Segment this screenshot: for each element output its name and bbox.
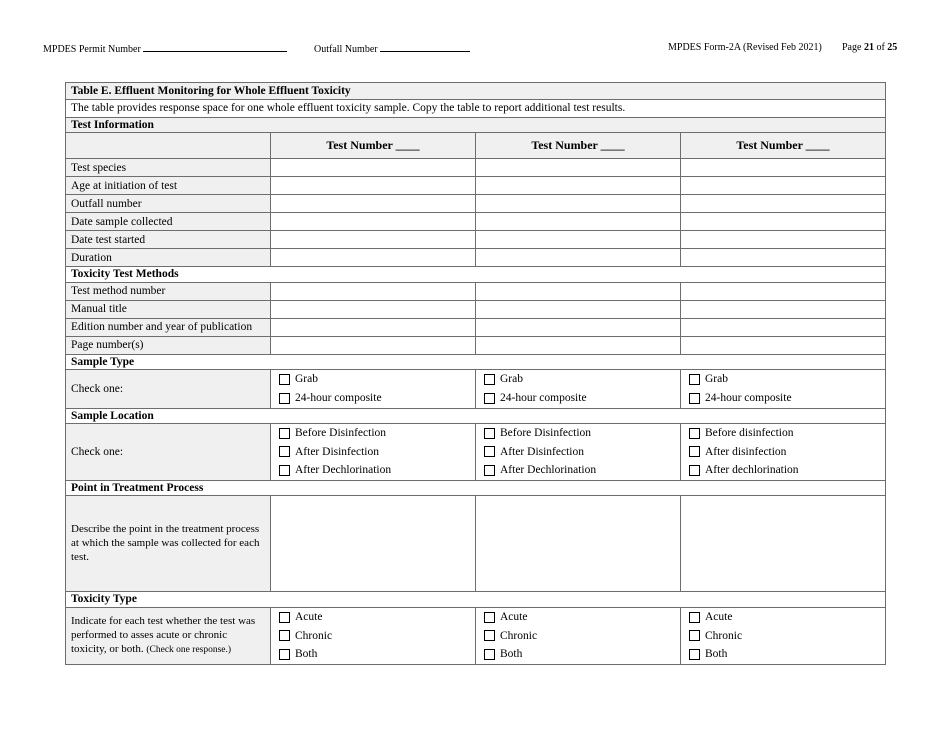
toxicity-label-note: (Check one response.) xyxy=(146,644,232,655)
input-cell[interactable] xyxy=(476,177,681,195)
checkbox-option[interactable]: Acute xyxy=(686,608,880,627)
checkbox-option[interactable]: Grab xyxy=(276,370,470,389)
checkbox-option[interactable]: Before Disinfection xyxy=(481,424,675,443)
checkbox-option[interactable]: 24-hour composite xyxy=(481,389,675,408)
checkbox[interactable] xyxy=(689,446,700,457)
input-cell[interactable] xyxy=(476,195,681,213)
input-cell[interactable] xyxy=(271,318,476,336)
toxicity-options-2 xyxy=(476,607,681,664)
sample-location-heading: Sample Location xyxy=(66,408,886,423)
checkbox-option[interactable]: Chronic xyxy=(481,626,675,645)
input-cell[interactable] xyxy=(476,159,681,177)
checkbox[interactable] xyxy=(484,428,495,439)
test-number-header-1[interactable]: Test Number ____ xyxy=(271,133,476,159)
row-label: Page number(s) xyxy=(66,336,271,354)
input-cell[interactable] xyxy=(681,195,886,213)
input-cell[interactable] xyxy=(271,336,476,354)
row-label: Test method number xyxy=(66,282,271,300)
checkbox[interactable] xyxy=(484,649,495,660)
checkbox[interactable] xyxy=(484,612,495,623)
checkbox[interactable] xyxy=(279,630,290,641)
treatment-input-1[interactable] xyxy=(271,496,476,592)
checkbox-option[interactable]: Acute xyxy=(481,608,675,627)
input-cell[interactable] xyxy=(476,282,681,300)
page-indicator: Page 21 of 25 xyxy=(842,42,898,53)
checkbox-option[interactable]: 24-hour composite xyxy=(686,389,880,408)
treatment-heading: Point in Treatment Process xyxy=(66,480,886,495)
checkbox-option[interactable]: After Disinfection xyxy=(276,443,470,462)
permit-number-field[interactable] xyxy=(43,42,287,55)
checkbox-option[interactable]: Before Disinfection xyxy=(276,424,470,443)
checkbox[interactable] xyxy=(279,649,290,660)
checkbox[interactable] xyxy=(689,393,700,404)
checkbox[interactable] xyxy=(689,612,700,623)
test-info-heading: Test Information xyxy=(66,118,886,133)
input-cell[interactable] xyxy=(271,282,476,300)
checkbox[interactable] xyxy=(689,630,700,641)
checkbox-option[interactable]: Grab xyxy=(481,370,675,389)
checkbox-option[interactable]: Chronic xyxy=(686,626,880,645)
checkbox[interactable] xyxy=(484,446,495,457)
toxicity-label: Indicate for each test whether the test was performed to asses acute or chronic toxicity, or both. xyxy=(71,615,256,655)
checkbox[interactable] xyxy=(484,630,495,641)
permit-number-blank[interactable] xyxy=(143,42,287,52)
checkbox[interactable] xyxy=(689,428,700,439)
sample-location-options-2 xyxy=(476,423,681,480)
input-cell[interactable] xyxy=(271,213,476,231)
toxicity-options-3 xyxy=(681,607,886,664)
checkbox-option[interactable]: After Dechlorination xyxy=(481,461,675,480)
row-label: Age at initiation of test xyxy=(66,177,271,195)
sample-type-options-1 xyxy=(271,370,476,408)
table-description: The table provides response space for one whole effluent toxicity sample. Copy the table to report additional test results. xyxy=(66,100,886,118)
input-cell[interactable] xyxy=(271,177,476,195)
input-cell[interactable] xyxy=(271,231,476,249)
checkbox[interactable] xyxy=(689,374,700,385)
checkbox-option[interactable]: Both xyxy=(686,645,880,664)
wet-monitoring-table xyxy=(65,82,886,665)
sample-type-label: Check one: xyxy=(66,370,271,408)
checkbox-option[interactable]: 24-hour composite xyxy=(276,389,470,408)
input-cell[interactable] xyxy=(681,231,886,249)
sample-location-options-1 xyxy=(271,423,476,480)
outfall-number-label: Outfall Number xyxy=(314,44,378,55)
test-number-header-3[interactable]: Test Number ____ xyxy=(681,133,886,159)
sample-location-options-3 xyxy=(681,423,886,480)
row-label: Edition number and year of publication xyxy=(66,318,271,336)
input-cell[interactable] xyxy=(681,282,886,300)
row-label: Date sample collected xyxy=(66,213,271,231)
checkbox-option[interactable]: Chronic xyxy=(276,626,470,645)
checkbox-option[interactable]: Acute xyxy=(276,608,470,627)
checkbox[interactable] xyxy=(484,465,495,476)
sample-location-label: Check one: xyxy=(66,423,271,480)
checkbox-option[interactable]: Both xyxy=(276,645,470,664)
form-label: MPDES Form-2A (Revised Feb 2021) xyxy=(668,42,822,53)
checkbox-option[interactable]: After dechlorination xyxy=(686,461,880,480)
toxicity-heading: Toxicity Type xyxy=(66,592,886,607)
checkbox[interactable] xyxy=(279,612,290,623)
checkbox[interactable] xyxy=(484,393,495,404)
checkbox-option[interactable]: Grab xyxy=(686,370,880,389)
checkbox[interactable] xyxy=(279,428,290,439)
sample-type-heading: Sample Type xyxy=(66,354,886,369)
checkbox[interactable] xyxy=(689,649,700,660)
methods-heading: Toxicity Test Methods xyxy=(66,267,886,282)
input-cell[interactable] xyxy=(476,336,681,354)
input-cell[interactable] xyxy=(476,231,681,249)
test-number-header-2[interactable]: Test Number ____ xyxy=(476,133,681,159)
input-cell[interactable] xyxy=(271,300,476,318)
input-cell[interactable] xyxy=(681,318,886,336)
input-cell[interactable] xyxy=(476,213,681,231)
checkbox-option[interactable]: After disinfection xyxy=(686,443,880,462)
sample-type-options-2 xyxy=(476,370,681,408)
row-label: Test species xyxy=(66,159,271,177)
treatment-input-2[interactable] xyxy=(476,496,681,592)
outfall-number-blank[interactable] xyxy=(380,42,470,52)
checkbox[interactable] xyxy=(279,446,290,457)
input-cell[interactable] xyxy=(681,177,886,195)
checkbox-option[interactable]: Before disinfection xyxy=(686,424,880,443)
input-cell[interactable] xyxy=(271,159,476,177)
input-cell[interactable] xyxy=(476,300,681,318)
input-cell[interactable] xyxy=(681,300,886,318)
row-label: Manual title xyxy=(66,300,271,318)
treatment-input-3[interactable] xyxy=(681,496,886,592)
input-cell[interactable] xyxy=(681,249,886,267)
checkbox[interactable] xyxy=(279,374,290,385)
table-title: Table E. Effluent Monitoring for Whole Effluent Toxicity xyxy=(66,83,886,100)
row-label: Outfall number xyxy=(66,195,271,213)
input-cell[interactable] xyxy=(476,318,681,336)
checkbox-option[interactable]: Both xyxy=(481,645,675,664)
checkbox-option[interactable]: After Disinfection xyxy=(481,443,675,462)
permit-number-label: MPDES Permit Number xyxy=(43,44,141,55)
row-label: Date test started xyxy=(66,231,271,249)
checkbox[interactable] xyxy=(279,465,290,476)
checkbox[interactable] xyxy=(689,465,700,476)
input-cell[interactable] xyxy=(476,249,681,267)
checkbox[interactable] xyxy=(279,393,290,404)
input-cell[interactable] xyxy=(681,159,886,177)
checkbox[interactable] xyxy=(484,374,495,385)
input-cell[interactable] xyxy=(271,249,476,267)
treatment-label: Describe the point in the treatment process at which the sample was collected for each test. xyxy=(66,496,271,592)
input-cell[interactable] xyxy=(681,336,886,354)
toxicity-label-cell xyxy=(66,607,271,664)
checkbox-option[interactable]: After Dechlorination xyxy=(276,461,470,480)
header-blank-cell xyxy=(66,133,271,159)
outfall-number-field[interactable] xyxy=(314,42,470,55)
sample-type-options-3 xyxy=(681,370,886,408)
row-label: Duration xyxy=(66,249,271,267)
input-cell[interactable] xyxy=(681,213,886,231)
toxicity-options-1 xyxy=(271,607,476,664)
input-cell[interactable] xyxy=(271,195,476,213)
